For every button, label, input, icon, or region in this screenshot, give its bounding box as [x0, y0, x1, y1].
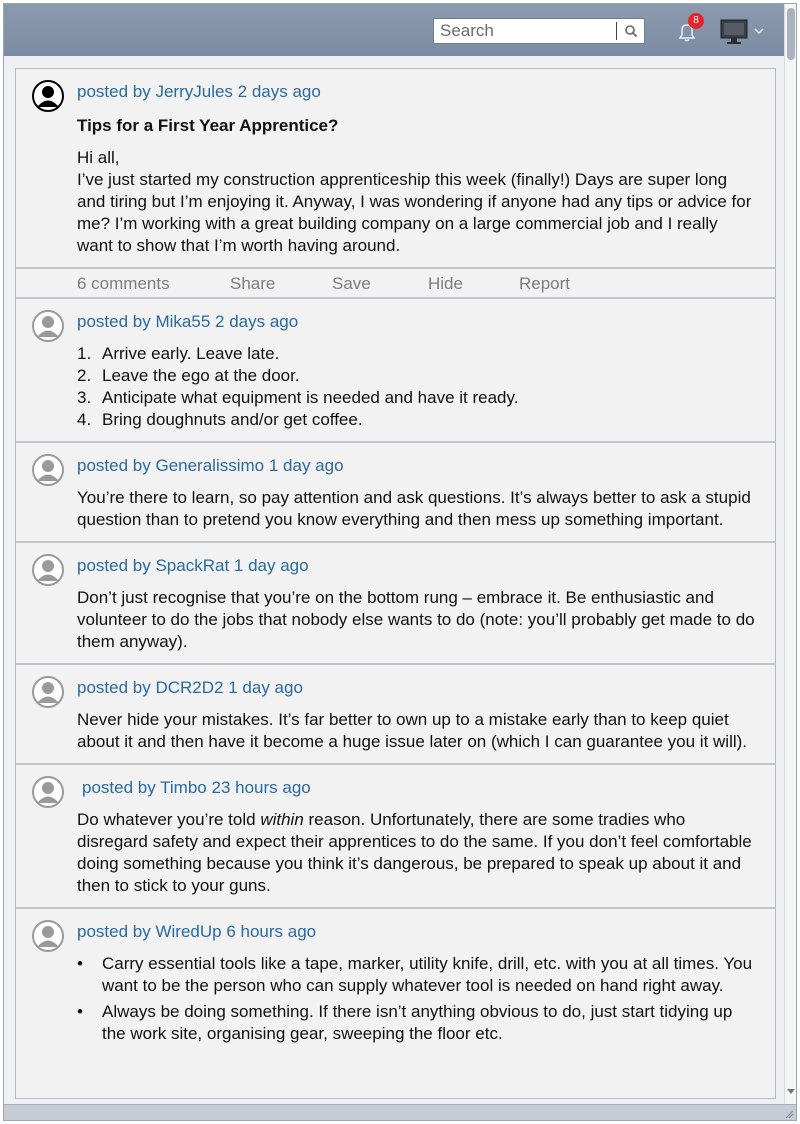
list-item-text: Anticipate what equipment is needed and have it ready.: [102, 388, 519, 407]
author-link[interactable]: Mika55: [155, 312, 211, 331]
posted-by-label: posted by: [82, 778, 156, 797]
original-post: [16, 69, 775, 269]
chevron-down-icon: [755, 29, 763, 33]
comment: [16, 665, 775, 765]
list-number: 2.: [77, 366, 92, 385]
thread-content: [15, 68, 776, 1099]
comment-time: 1 day ago: [268, 456, 344, 475]
author-link[interactable]: Generalissimo: [155, 456, 265, 475]
scroll-down-arrow-icon[interactable]: [787, 1089, 795, 1094]
author-link[interactable]: Timbo: [160, 778, 207, 797]
user-avatar-icon[interactable]: [32, 454, 64, 486]
user-avatar-icon[interactable]: [32, 776, 64, 808]
list-item-text: Carry essential tools like a tape, marker, utility knife, drill, etc. with you at all times. You want to be the person who can supply whatever tool is needed on hand right away.: [102, 954, 753, 995]
list-number: 1.: [77, 344, 92, 363]
top-bar: [4, 4, 784, 56]
post-time: 2 days ago: [237, 82, 321, 101]
comment: [16, 443, 775, 543]
search-divider: [616, 22, 617, 40]
comment: [16, 765, 775, 909]
list-number: 4.: [77, 410, 92, 429]
comment-meta: [77, 777, 755, 799]
posted-by-label: posted by: [77, 678, 151, 697]
author-link[interactable]: JerryJules: [155, 82, 233, 101]
list-item-text: Bring doughnuts and/or get coffee.: [102, 410, 363, 429]
user-avatar-icon[interactable]: [32, 80, 64, 112]
comment-list: [77, 953, 755, 1045]
post-title: Tips for a First Year Apprentice?: [77, 116, 339, 135]
save-link[interactable]: Save: [332, 274, 371, 293]
comment-text: You’re there to learn, so pay attention and ask questions. It’s always better to ask a stupid question than to pretend you know everything and then mess up something important.: [77, 488, 751, 529]
post-actions: [16, 269, 775, 299]
comment-meta: [77, 677, 755, 699]
vertical-scrollbar[interactable]: [784, 4, 797, 1104]
user-avatar-icon[interactable]: [32, 554, 64, 586]
comment-time: 1 day ago: [228, 678, 303, 697]
comment-text-start: Do whatever you’re told: [77, 810, 261, 829]
bullet: •: [77, 1002, 83, 1021]
bullet: •: [77, 954, 83, 973]
list-item: [77, 409, 755, 431]
user-avatar-icon[interactable]: [32, 920, 64, 952]
list-item: [77, 1001, 755, 1045]
status-bar: [4, 1104, 797, 1121]
list-item: [77, 365, 755, 387]
comment-text: Never hide your mistakes. It’s far better to own up to a mistake early than to keep quiet about it and then have it become a huge issue later on (which I can guarantee you it will).: [77, 710, 748, 751]
resize-grip-icon[interactable]: [784, 1109, 794, 1119]
hide-link[interactable]: Hide: [428, 274, 463, 293]
display-menu-button[interactable]: [718, 17, 768, 47]
list-item-text: Always be doing something. If there isn’t anything obvious to do, just start tidying up the work site, organising gear, sweeping the floor etc.: [102, 1002, 733, 1043]
comment-time: 6 hours ago: [226, 922, 317, 941]
monitor-icon: [718, 17, 768, 47]
user-avatar-icon[interactable]: [32, 676, 64, 708]
comments-link[interactable]: 6 comments: [77, 274, 170, 293]
comment-meta: [77, 555, 755, 577]
comment-meta: [77, 455, 755, 477]
search-input[interactable]: [434, 19, 616, 43]
author-link[interactable]: SpackRat: [155, 556, 230, 575]
comment-meta: [77, 921, 755, 943]
author-link[interactable]: WiredUp: [155, 922, 222, 941]
post-text: I’ve just started my construction apprenticeship this week (finally!) Days are super long and tiring but I’m enjoying it. Anyway, I was wondering if anyone had any tips or advice for me? I’m working with a great building company on a large commercial job and I really want to show that I’m worth having around.: [77, 170, 752, 255]
list-item: [77, 953, 755, 997]
browser-window: [3, 3, 797, 1121]
posted-by-label: posted by: [77, 312, 151, 331]
user-avatar-icon[interactable]: [32, 310, 64, 342]
posted-by-label: posted by: [77, 922, 151, 941]
list-item: [77, 343, 755, 365]
list-item-text: Arrive early. Leave late.: [102, 344, 280, 363]
comment: [16, 909, 775, 1055]
search-button[interactable]: [620, 21, 642, 41]
comment-meta: [77, 311, 755, 333]
comment-list: [77, 343, 755, 431]
comment-text: Don’t just recognise that you’re on the bottom rung – embrace it. Be enthusiastic and volunteer to do the jobs that nobody else wants to do (note: you’ll probably get made to do them anyway).: [77, 588, 755, 651]
list-item-text: Leave the ego at the door.: [102, 366, 300, 385]
search-box: [433, 18, 645, 44]
comment-time: 23 hours ago: [211, 778, 311, 797]
search-icon: [620, 21, 642, 41]
report-link[interactable]: Report: [519, 274, 571, 293]
comment-time: 1 day ago: [233, 556, 309, 575]
comment-time: 2 days ago: [215, 312, 299, 331]
posted-by-label: posted by: [77, 456, 151, 475]
comment-text: [77, 809, 755, 897]
scrollbar-thumb[interactable]: [787, 8, 795, 60]
posted-by-label: posted by: [77, 556, 151, 575]
author-link[interactable]: DCR2D2: [155, 678, 224, 697]
posted-by-label: posted by: [77, 82, 151, 101]
post-greeting: Hi all,: [77, 148, 120, 167]
comment-text-end: reason. Unfortunately, there are some tradies who disregard safety and expect their apprentices to do the same. If you don’t feel comfortable doing something because you think it’s dangerous, be prepared to speak up about it and then to stick to your guns.: [77, 810, 752, 895]
comment: [16, 299, 775, 443]
list-item: [77, 387, 755, 409]
share-link[interactable]: Share: [230, 274, 276, 293]
notification-count-badge: 8: [688, 13, 704, 29]
list-number: 3.: [77, 388, 92, 407]
post-body: [77, 147, 755, 257]
comment: [16, 543, 775, 665]
post-meta: [77, 81, 755, 103]
comment-text-emphasis: within: [260, 810, 304, 829]
